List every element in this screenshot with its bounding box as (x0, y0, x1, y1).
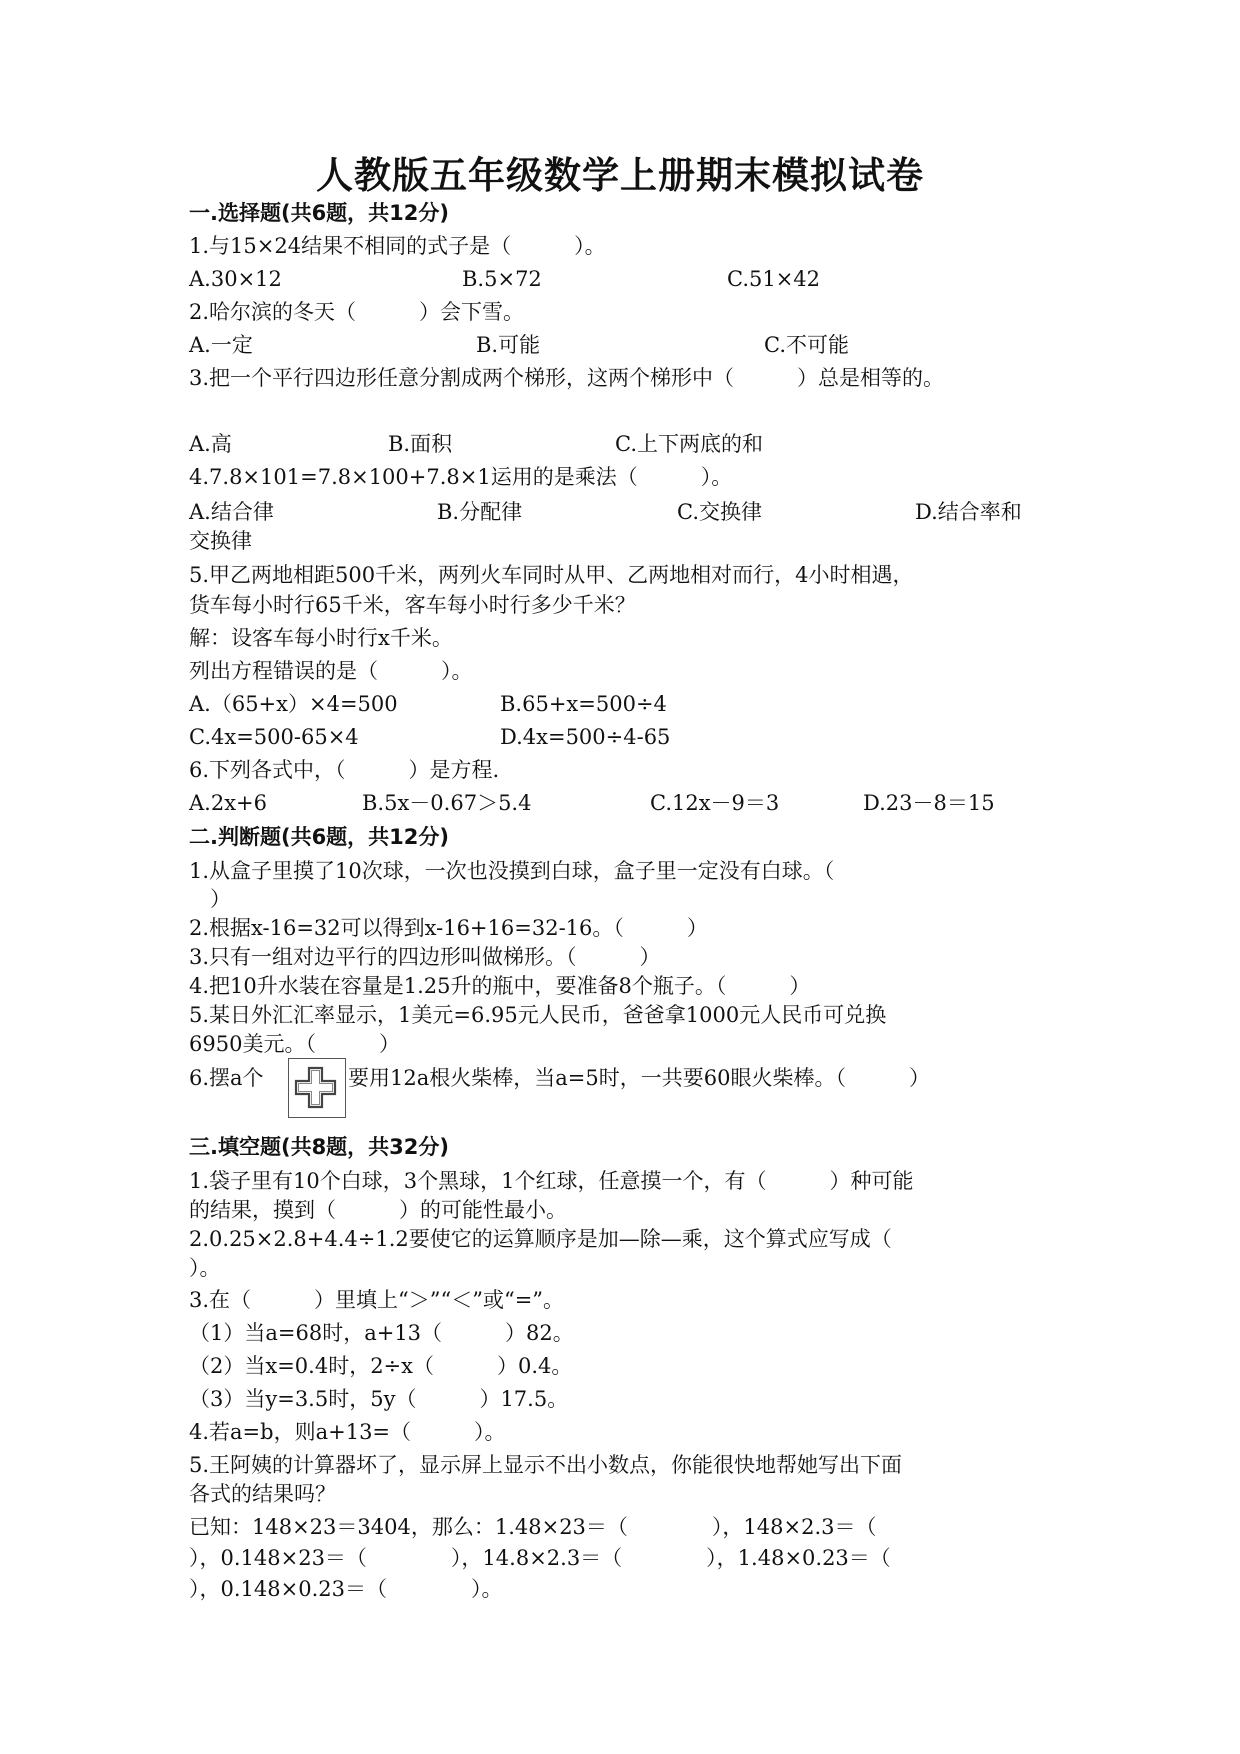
s3-q3: 3.在（ ）里填上“＞”“＜”或“=”。 (189, 1288, 565, 1312)
s1-q3-option-b: B.面积 (388, 432, 453, 456)
s1-q6-option-a: A.2x+6 (189, 791, 268, 815)
s2-q2: 2.根据x-16=32可以得到x-16+16=32-16。（ ） (189, 916, 708, 940)
s2-q1-line1: 1.从盒子里摸了10次球，一次也没摸到白球，盒子里一定没有白球。（ (189, 859, 835, 883)
s1-q3-stem: 3.把一个平行四边形任意分割成两个梯形，这两个梯形中（ ）总是相等的。 (189, 366, 945, 390)
s1-q4-option-c: C.交换律 (677, 500, 762, 524)
s2-q3: 3.只有一组对边平行的四边形叫做梯形。（ ） (189, 945, 661, 969)
s3-q1-line1: 1.袋子里有10个白球，3个黑球，1个红球，任意摸一个，有（ ）种可能 (189, 1169, 914, 1193)
section3-heading: 三.填空题(共8题，共32分) (189, 1135, 450, 1159)
s1-q2-option-a: A.一定 (189, 333, 253, 357)
s1-q6-option-c: C.12x－9＝3 (650, 791, 780, 815)
s3-q5-line1: 5.王阿姨的计算器坏了，显示屏上显示不出小数点，你能很快地帮她写出下面 (189, 1453, 903, 1477)
s1-q4-option-a: A.结合律 (189, 500, 274, 524)
s2-q1-line2: ） (189, 887, 231, 911)
s1-q5-stem-line1: 5.甲乙两地相距500千米，两列火车同时从甲、乙两地相对而行，4小时相遇， (189, 563, 914, 587)
s3-q1-line2: 的结果，摸到（ ）的可能性最小。 (189, 1198, 567, 1222)
s1-q2-stem: 2.哈尔滨的冬天（ ）会下雪。 (189, 300, 525, 324)
s2-q6-part2: 要用12a根火柴棒，当a=5时，一共要60眼火柴棒。（ ） (348, 1066, 930, 1090)
s2-q6-part1: 6.摆a个 (189, 1066, 264, 1090)
s1-q5-option-b: B.65+x=500÷4 (500, 692, 667, 716)
s2-q5-line1: 5.某日外汇汇率显示，1美元=6.95元人民币，爸爸拿1000元人民币可兑换 (189, 1003, 887, 1027)
s1-q6-option-d: D.23－8＝15 (863, 791, 995, 815)
s1-q2-option-c: C.不可能 (764, 333, 849, 357)
s3-q5-line3: 已知：148×23＝3404，那么：1.48×23＝（ ），148×2.3＝（ (189, 1515, 877, 1539)
s1-q5-option-c: C.4x=500-65×4 (189, 725, 359, 749)
s1-q4-stem: 4.7.8×101=7.8×100+7.8×1运用的是乘法（ ）。 (189, 465, 733, 489)
s3-q5-line2: 各式的结果吗？ (189, 1482, 336, 1506)
s1-q2-option-b: B.可能 (476, 333, 541, 357)
s1-q1-stem: 1.与15×24结果不相同的式子是（ ）。 (189, 234, 606, 258)
s1-q4-option-d: D.结合率和 (915, 500, 1022, 524)
s1-q3-option-c: C.上下两底的和 (615, 432, 763, 456)
s3-q5-line4: ），0.148×23＝（ ），14.8×2.3＝（ ），1.48×0.23＝（ (189, 1546, 891, 1570)
s1-q5-option-a: A.（65+x）×4=500 (189, 692, 398, 716)
s3-q4: 4.若a=b，则a+13=（ ）。 (189, 1420, 506, 1444)
s1-q3-option-a: A.高 (189, 432, 232, 456)
s1-q5-question: 列出方程错误的是（ ）。 (189, 659, 473, 683)
s3-q3-part1: （1）当a=68时，a+13（ ）82。 (189, 1321, 574, 1345)
section1-heading: 一.选择题(共6题，共12分) (189, 201, 450, 225)
s3-q3-part3: （3）当y=3.5时，5y（ ）17.5。 (189, 1387, 569, 1411)
matchstick-cross-figure (288, 1058, 346, 1118)
s1-q4-option-b: B.分配律 (437, 500, 523, 524)
s1-q6-stem: 6.下列各式中，（ ）是方程. (189, 758, 500, 782)
page-title: 人教版五年级数学上册期末模拟试卷 (316, 153, 924, 197)
s1-q5-option-d: D.4x=500÷4-65 (500, 725, 671, 749)
s1-q1-option-a: A.30×12 (189, 267, 282, 291)
s1-q1-option-b: B.5×72 (462, 267, 542, 291)
s2-q4: 4.把10升水装在容量是1.25升的瓶中，要准备8个瓶子。（ ） (189, 974, 811, 998)
s3-q5-line5: ），0.148×0.23＝（ ）。 (189, 1577, 503, 1601)
s1-q6-option-b: B.5x－0.67＞5.4 (362, 791, 532, 815)
s1-q4-option-d-continued: 交换律 (189, 529, 252, 553)
section2-heading: 二.判断题(共6题，共12分) (189, 825, 450, 849)
s3-q3-part2: （2）当x=0.4时，2÷x（ ）0.4。 (189, 1354, 573, 1378)
s3-q2-line2: ）。 (189, 1256, 221, 1280)
s1-q5-stem-line2: 货车每小时行65千米，客车每小时行多少千米？ (189, 593, 636, 617)
s2-q5-line2: 6950美元。（ ） (189, 1032, 400, 1056)
s3-q2-line1: 2.0.25×2.8+4.4÷1.2要使它的运算顺序是加—除—乘，这个算式应写成（ (189, 1227, 892, 1251)
s1-q5-solution-setup: 解：设客车每小时行x千米。 (189, 626, 453, 650)
s1-q1-option-c: C.51×42 (727, 267, 821, 291)
